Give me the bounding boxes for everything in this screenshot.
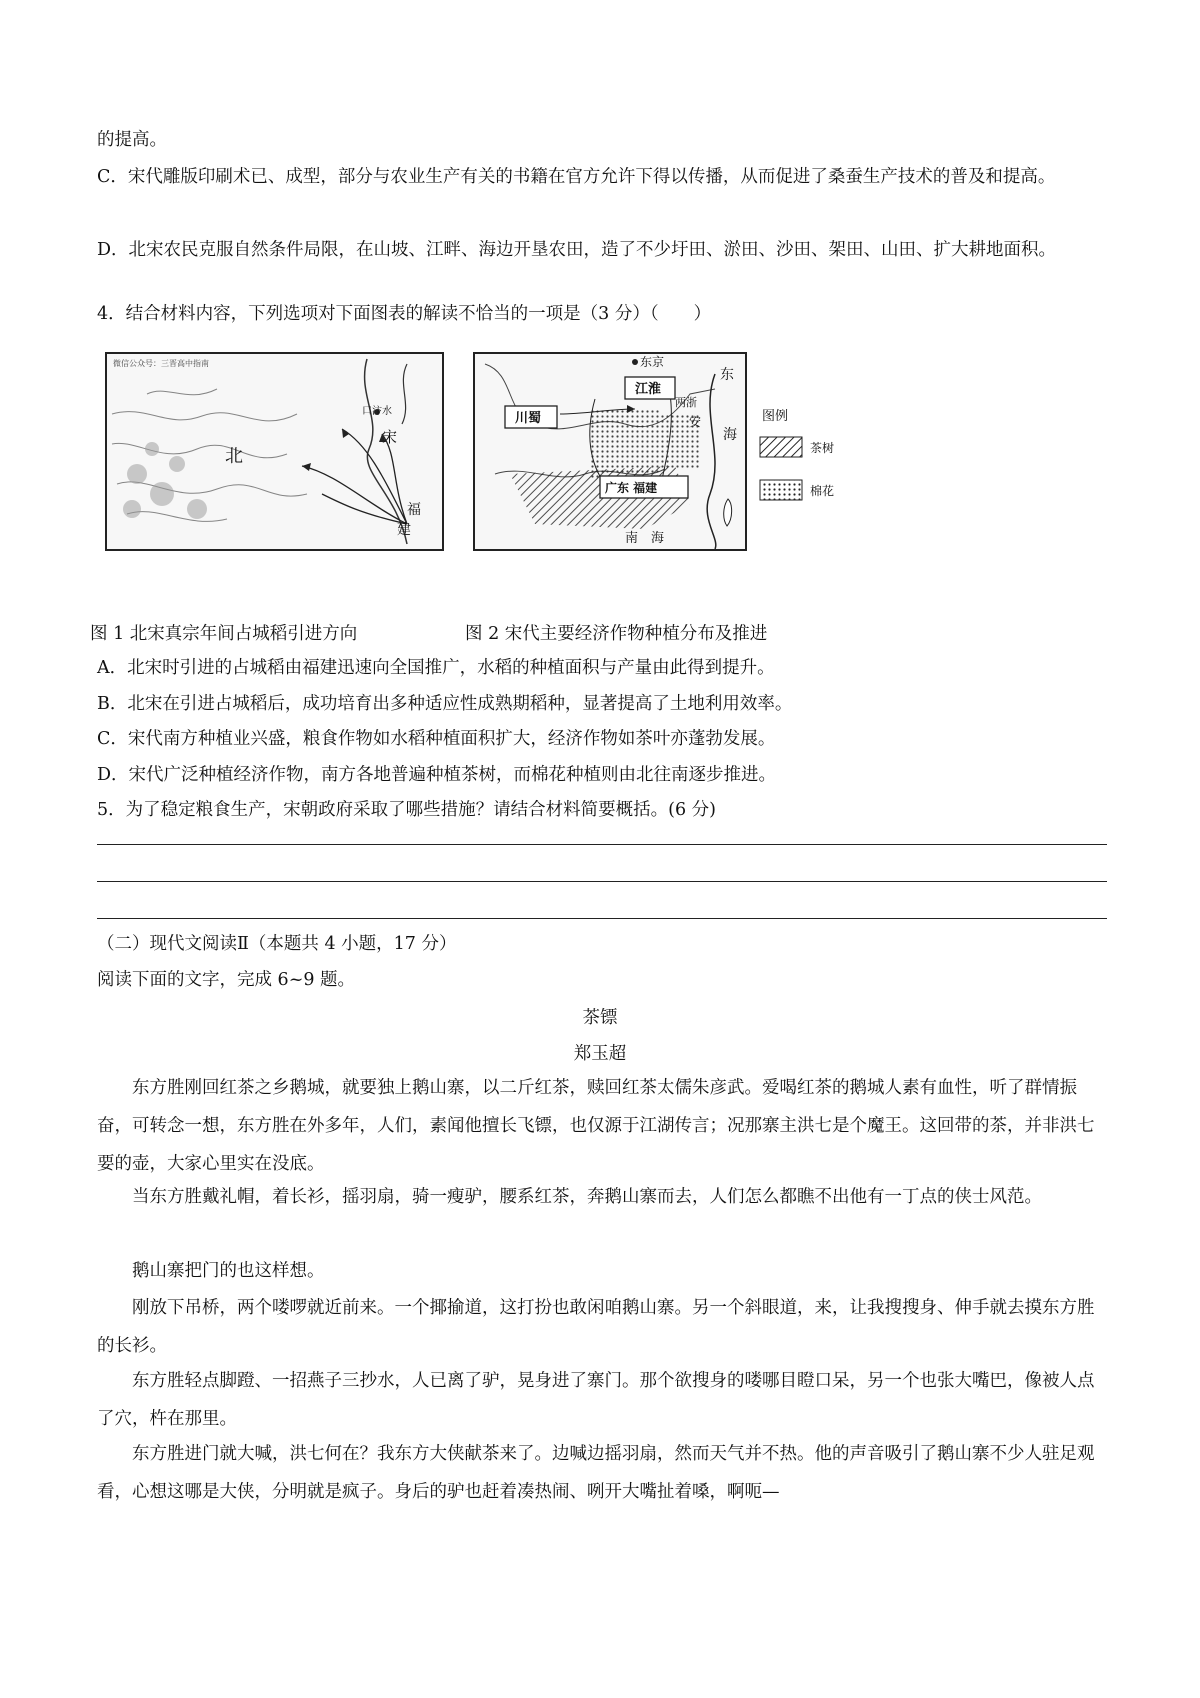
question3-line-b-end: 的提高。 <box>97 130 167 150</box>
figure1-label-song: 宋 <box>382 428 398 446</box>
figure2-map <box>473 352 747 551</box>
article-paragraph-1: 东方胜刚回红茶之乡鹅城，就要独上鹅山寨，以二斤红茶，赎回红茶太儒朱彦武。爱喝红茶的鹅城人素有血性，听了群情振奋，可转念一想，东方胜在外多年，人们，素闻他擅长飞镖，也仅源于江湖传言；况那寨主洪七是个魔王。这回带的茶，并非洪七要的壶，大家心里实在没底。 <box>97 1078 1095 1174</box>
figure2-label-hai: 海 <box>723 427 737 443</box>
figure1-label-jian: 建 <box>397 522 411 538</box>
figure2-legend-drawing <box>752 402 852 512</box>
question4-option-a: A．北宋时引进的占城稻由福建迅速向全国推广，水稻的种植面积与产量由此得到提升。 <box>97 658 775 678</box>
section2-instruction: 阅读下面的文字，完成 6~9 题。 <box>97 970 356 990</box>
question4-option-c: C．宋代南方种植业兴盛，粮食作物如水稻种植面积扩大，经济作物如茶叶亦蓬勃发展。 <box>97 729 776 749</box>
article-paragraph-4: 刚放下吊桥，两个喽啰就近前来。一个揶揄道，这打扮也敢闲咱鹅山寨。另一个斜眼道，来，让我搜搜身、伸手就去摸东方胜的长衫。 <box>97 1298 1095 1356</box>
figure1-watermark: 微信公众号：三晋高中指南 <box>113 359 209 368</box>
legend-cotton-label: 棉花 <box>810 484 835 498</box>
legend-cotton-swatch <box>760 480 802 500</box>
article-paragraph-3: 鹅山寨把门的也这样想。 <box>132 1261 325 1281</box>
question5-stem: 5．为了稳定粮食生产，宋朝政府采取了哪些措施？请结合材料简要概括。(6 分) <box>97 800 716 820</box>
figure2-label-jianghuai: 江淮 <box>635 382 662 397</box>
article-paragraph-2: 当东方胜戴礼帽，着长衫，摇羽扇，骑一瘦驴，腰系红茶，奔鹅山寨而去，人们怎么都瞧不出他有一丁点的侠士风范。 <box>132 1187 1042 1207</box>
figure2-label-nanhai: 南 海 <box>625 531 665 546</box>
figure2-label-dong: 东 <box>720 367 734 383</box>
figure2-caption: 图 2 宋代主要经济作物种植分布及推进 <box>465 624 768 644</box>
figure2-label-an: 安 <box>689 415 702 429</box>
question3-option-d: D．北宋农民克服自然条件局限，在山坡、江畔、海边开垦农田，造了不少圩田、淤田、沙田、架田、山田、扩大耕地面积。 <box>97 240 1057 260</box>
question4-stem: 4．结合材料内容，下列选项对下面图表的解读不恰当的一项是（3 分）（ ） <box>97 304 712 324</box>
figure2-label-dongjing: 东京 <box>640 355 665 369</box>
legend-tea-swatch <box>760 437 802 457</box>
article-author: 郑玉超 <box>573 1044 627 1064</box>
question4-option-b: B．北宋在引进占城稻后，成功培育出多种适应性成熟期稻种，显著提高了土地利用效率。 <box>97 694 793 714</box>
figure1-caption: 图 1 北宋真宗年间占城稻引进方向 <box>90 624 358 644</box>
figure2-legend <box>752 402 852 512</box>
answer-line-2[interactable] <box>97 881 1107 882</box>
article-paragraph-6: 东方胜进门就大喊，洪七何在？我东方大侠献茶来了。边喊边摇羽扇，然而天气并不热。他的声音吸引了鹅山寨不少人驻足观看，心想这哪是大侠，分明就是疯子。身后的驴也赶着凑热闹、咧开大嘴扯着嗓，啊呃— <box>97 1444 1095 1502</box>
legend-title: 图例 <box>762 409 789 424</box>
figure2-label-liangzhe: 两浙 <box>675 396 697 409</box>
question3-option-c: C．宋代雕版印刷术已、成型，部分与农业生产有关的书籍在官方允许下得以传播，从而促进了桑蚕生产技术的普及和提高。 <box>97 167 1056 187</box>
answer-line-1[interactable] <box>97 844 1107 845</box>
legend-tea-label: 茶树 <box>810 441 835 455</box>
figure1-label-bei: 北 <box>225 446 243 467</box>
figure1-label-koushui: 口汴水 <box>362 406 392 417</box>
figure1-map-drawing <box>107 354 442 549</box>
section2-heading: （二）现代文阅读Ⅱ（本题共 4 小题，17 分） <box>97 934 457 954</box>
figure2-label-guangdong-fujian: 广东 福建 <box>605 481 658 495</box>
answer-line-3[interactable] <box>97 918 1107 919</box>
figure2-label-chuanshu: 川蜀 <box>515 411 542 426</box>
question4-option-d: D．宋代广泛种植经济作物，南方各地普遍种植茶树，而棉花种植则由北往南逐步推进。 <box>97 765 777 785</box>
figure1-label-fu: 福 <box>407 502 421 518</box>
figure2-map-drawing <box>475 354 745 549</box>
article-paragraph-5: 东方胜轻点脚蹬、一招燕子三抄水，人已离了驴，晃身进了寨门。那个欲搜身的喽哪目瞪口呆，另一个也张大嘴巴，像被人点了穴，杵在那里。 <box>97 1371 1095 1429</box>
figure1-map <box>105 352 444 551</box>
article-title: 茶镖 <box>582 1008 618 1028</box>
